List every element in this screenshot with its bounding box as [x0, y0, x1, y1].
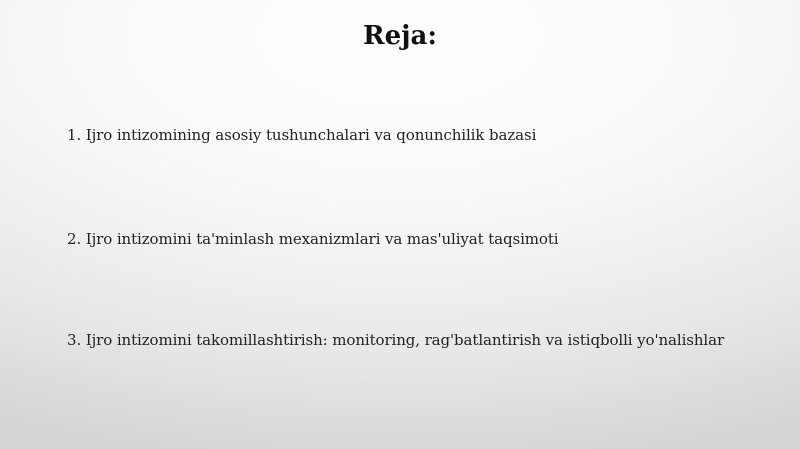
plan-item-2: 2. Ijro intizomini ta'minlash mexanizmlari va mas'uliyat taqsimoti [67, 230, 559, 248]
plan-item-1: 1. Ijro intizomining asosiy tushunchalari va qonunchilik bazasi [67, 126, 537, 144]
plan-item-3: 3. Ijro intizomini takomillashtirish: monitoring, rag'batlantirish va istiqbolli yo'nalishlar [67, 331, 725, 349]
slide-title: Reja: [362, 21, 437, 51]
